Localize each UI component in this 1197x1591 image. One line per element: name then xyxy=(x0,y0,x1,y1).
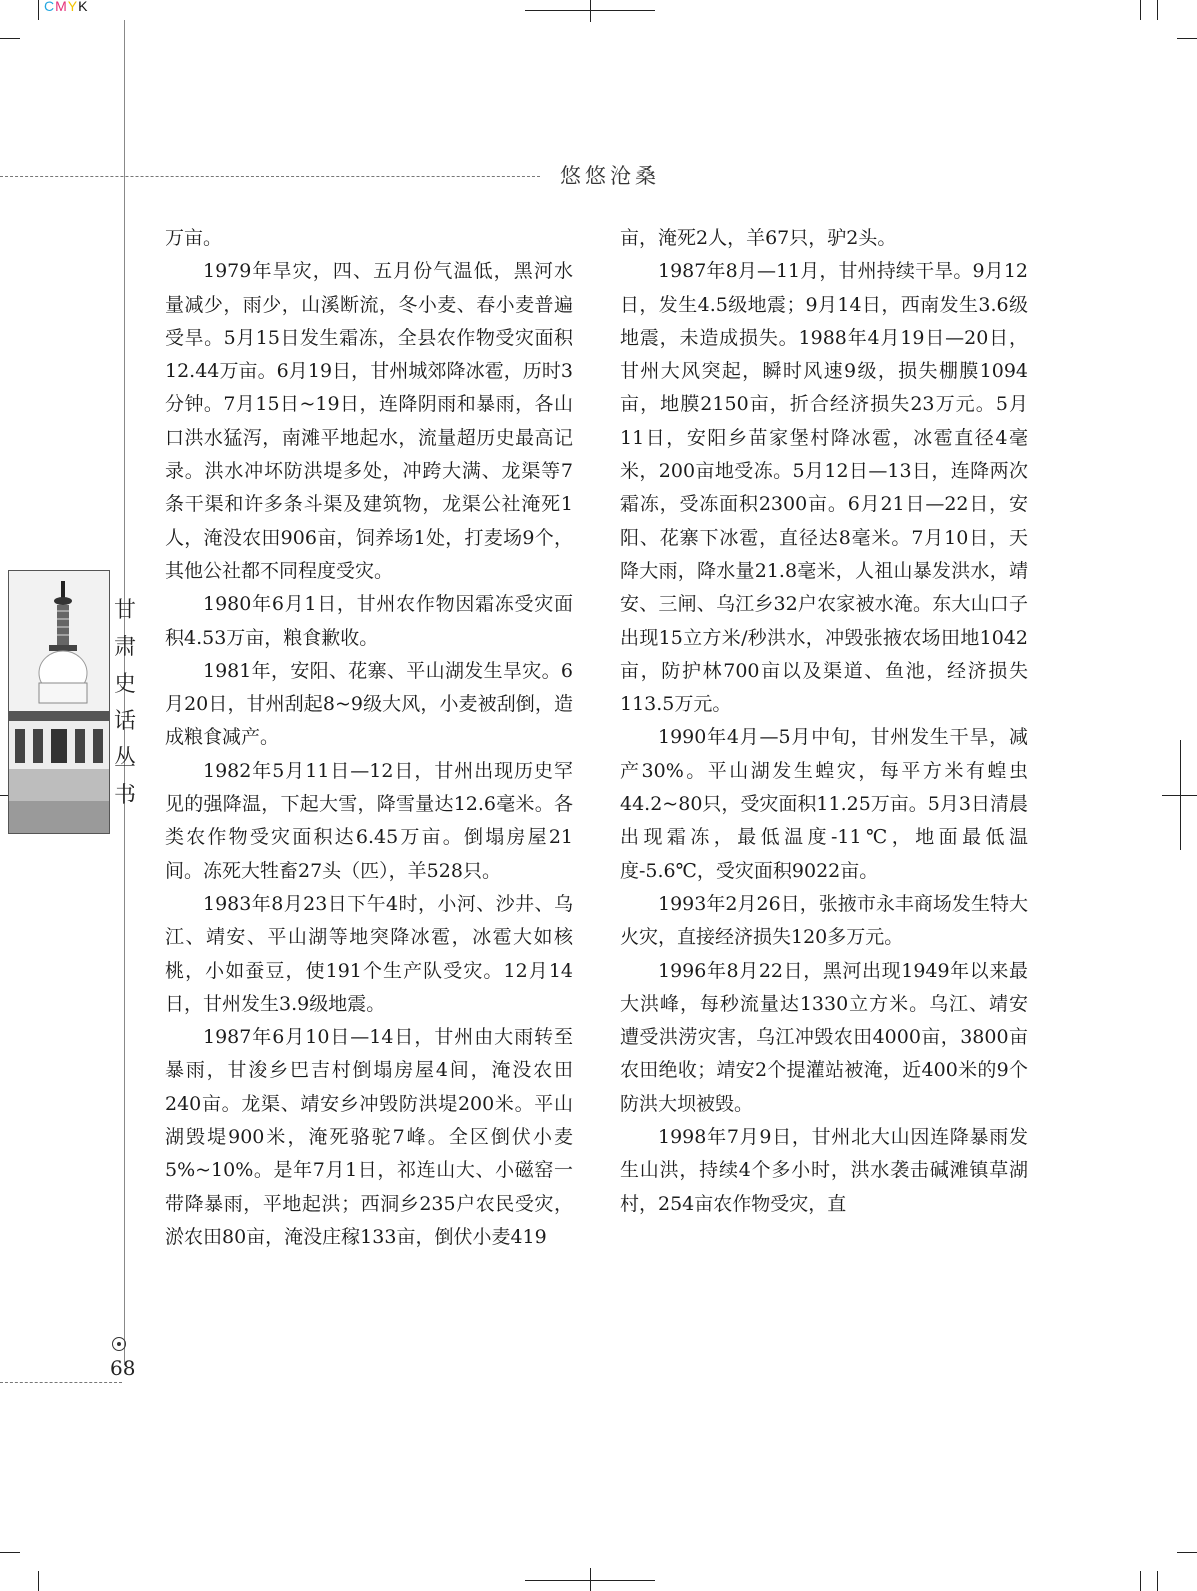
paragraph: 1979年旱灾，四、五月份气温低，黑河水量减少，雨少，山溪断流，冬小麦、春小麦普遍受旱。5月15日发生霜冻，全县农作物受灾面积12.44万亩。6月19日，甘州城郊降冰雹，历时3分钟。7月15日~19日，连降阴雨和暴雨，各山口洪水猛泻，南滩平地起水，流量超历史最高记录。洪水冲坏防洪堤多处，冲跨大满、龙渠等7条干渠和许多条斗渠及建筑物，龙渠公社淹死1人，淹没农田906亩，饲养场1处，打麦场9个，其他公社都不同程度受灾。 xyxy=(165,260,573,582)
cmyk-color-bar xyxy=(44,0,88,14)
registration-mark xyxy=(590,1568,591,1591)
page-number: 68 xyxy=(110,1356,136,1380)
crop-mark xyxy=(1140,0,1141,20)
paragraph: 1993年2月26日，张掖市永丰商场发生特大火灾，直接经济损失120多万元。 xyxy=(620,892,1028,949)
cmyk-k: K xyxy=(78,0,89,14)
paragraph: 1982年5月11日—12日，甘州出现历史罕见的强降温，下起大雪，降雪量达12.6毫米。各类农作物受灾面积达6.45万亩。倒塌房屋21间。冻死大牲畜27头（匹），羊528只。 xyxy=(165,759,573,882)
series-char: 甘 xyxy=(113,598,136,623)
paragraph: 1998年7月9日，甘州北大山因连降暴雨发生山洪，持续4个多小时，洪水袭击碱滩镇草湖村，254亩农作物受灾，直 xyxy=(620,1126,1028,1215)
cmyk-y: Y xyxy=(67,0,79,14)
cmyk-m: M xyxy=(55,0,68,14)
paragraph: 1981年，安阳、花寨、平山湖发生旱灾。6月20日，甘州刮起8~9级大风，小麦被刮倒，造成粮食减产。 xyxy=(165,659,573,749)
paragraph: 1990年4月—5月中旬，甘州发生干旱，减产30%。平山湖发生蝗灾，每平方米有蝗虫44.2~80只，受灾面积11.25万亩。5月3日清晨出现霜冻，最低温度-11℃，地面最低温度-5.6℃，受灾面积9022亩。 xyxy=(620,726,1028,882)
paragraph: 1987年8月—11月，甘州持续干旱。9月12日，发生4.5级地震；9月14日，西南发生3.6级地震，未造成损失。1988年4月19日—20日，甘州大风突起，瞬时风速9级，损失棚膜1094亩，地膜2150亩，折合经济损失23万元。5月11日，安阳乡苗家堡村降冰雹，冰雹直径4毫米，200亩地受冻。5月12日—13日，连降两次霜冻，受冻面积2300亩。6月21日—22日，安阳、花寨下冰雹，直径达8毫米。7月10日，天降大雨，降水量21.8毫米，人祖山暴发洪水，靖安、三闸、乌江乡32户农家被水淹。东大山口子出现15立方米/秒洪水，冲毁张掖农场田地1042亩，防护林700亩以及渠道、鱼池，经济损失113.5万元。 xyxy=(620,260,1028,716)
series-title xyxy=(112,592,138,814)
series-char: 话 xyxy=(113,709,136,734)
paragraph: 亩，淹死2人，羊67只，驴2头。 xyxy=(620,227,897,249)
series-char: 丛 xyxy=(113,746,136,771)
crop-mark xyxy=(1157,1571,1158,1591)
registration-mark xyxy=(1180,740,1181,850)
paragraph: 万亩。 xyxy=(165,227,223,249)
series-char: 肃 xyxy=(113,635,136,660)
series-char: 史 xyxy=(113,672,136,697)
page-number-ornament xyxy=(112,1337,126,1351)
header-dashed-rule xyxy=(0,176,540,177)
paragraph: 1996年8月22日，黑河出现1949年以来最大洪峰，每秒流量达1330立方米。乌江、靖安遭受洪涝灾害，乌江冲毁农田4000亩，3800亩农田绝收；靖安2个提灌站被淹，近400米的9个防洪大坝被毁。 xyxy=(620,959,1028,1115)
crop-mark xyxy=(38,0,39,20)
crop-mark xyxy=(1157,0,1158,20)
crop-mark xyxy=(1140,1571,1141,1591)
cmyk-c: C xyxy=(44,0,56,14)
crop-mark xyxy=(0,1552,20,1553)
pagoda-illustration xyxy=(9,571,109,833)
registration-mark xyxy=(590,0,591,22)
crop-mark xyxy=(38,1571,39,1591)
right-column xyxy=(620,222,1028,1221)
pagoda-photo xyxy=(8,570,110,834)
running-title: 悠悠沧桑 xyxy=(560,164,660,188)
series-char: 书 xyxy=(113,783,136,808)
paragraph: 1987年6月10日—14日，甘州由大雨转至暴雨，甘浚乡巴吉村倒塌房屋4间，淹没农田240亩。龙渠、靖安乡冲毁防洪堤200米。平山湖毁堤900米，淹死骆驼7峰。全区倒伏小麦5%~10%。是年7月1日，祁连山大、小磁窑一带降暴雨，平地起洪；西洞乡235户农民受灾，淤农田80亩，淹没庄稼133亩，倒伏小麦419 xyxy=(165,1026,573,1248)
left-column xyxy=(165,222,573,1254)
crop-mark xyxy=(0,38,20,39)
paragraph: 1983年8月23日下午4时，小河、沙井、乌江、靖安、平山湖等地突降冰雹，冰雹大如核桃，小如蚕豆，使191个生产队受灾。12月14日，甘州发生3.9级地震。 xyxy=(165,892,573,1015)
crop-mark xyxy=(1177,38,1197,39)
crop-mark xyxy=(1177,1552,1197,1553)
footer-dashed-rule xyxy=(0,1382,122,1383)
paragraph: 1980年6月1日，甘州农作物因霜冻受灾面积4.53万亩，粮食歉收。 xyxy=(165,593,573,649)
